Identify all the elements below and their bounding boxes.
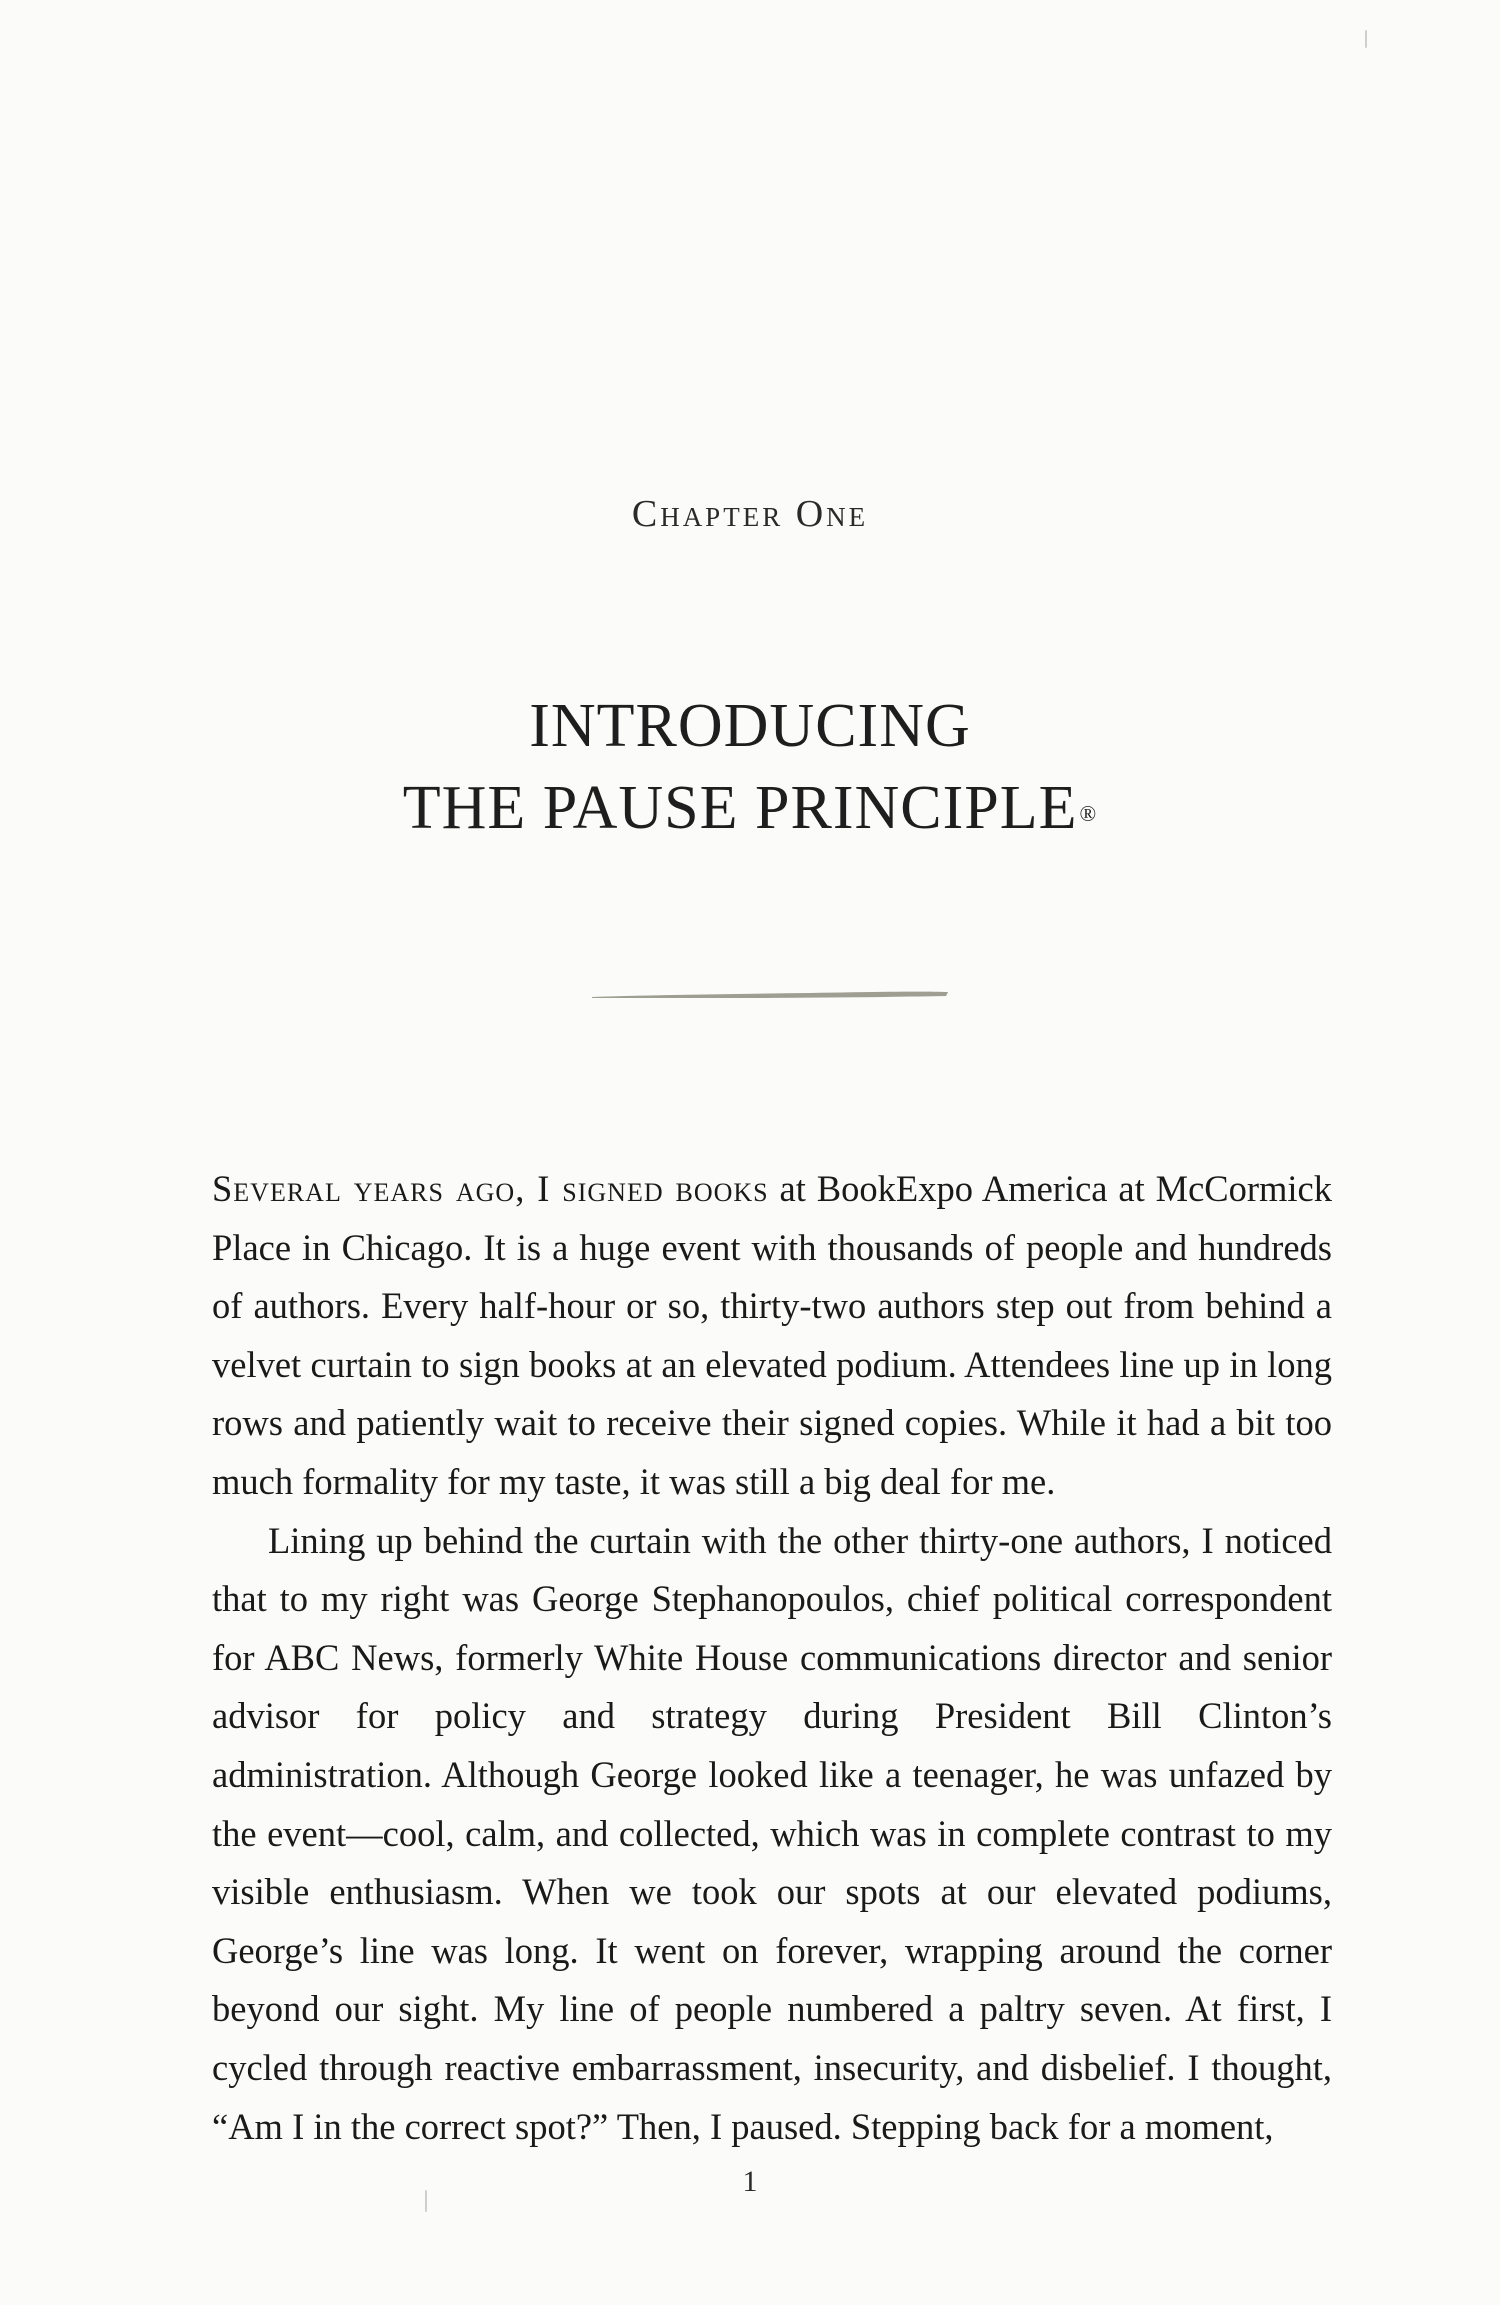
registered-mark: ® xyxy=(1079,801,1098,826)
chapter-title-line-2-text: THE PAUSE PRINCIPLE xyxy=(402,774,1078,842)
chapter-label: Chapter One xyxy=(631,493,869,535)
paragraph-2: Lining up behind the curtain with the other thirty-one authors, I noticed that to my right was George Stephanopoulos, chief political correspondent for ABC News, formerly White House communications director and senior advisor for policy and strategy during President Bill Clinton’s administration. Although George looked like a teenager, he was unfazed by the event—cool, calm, and collected, which was in complete contrast to my visible enthusiasm. When we took our spots at our elevated podiums, George’s line was long. It went on forever, wrapping around the corner beyond our sight. My line of people numbered a paltry seven. At first, I cycled through reactive embarrassment, insecurity, and disbelief. I thought, “Am I in the correct spot?” Then, I paused. Stepping back for a moment, xyxy=(212,1519,1332,2147)
brush-stroke-divider-icon xyxy=(590,988,950,1002)
paragraph-1-text: at BookExpo America at McCormick Place in Chicago. It is a huge event with thousands of people and hundreds of authors. Every half-hour or so, thirty-two authors step out from behind a velvet curtain to sign books at an elevated podium. Attendees line up in long rows and patiently wait to receive their signed copies. While it had a bit too much formality for my taste, it was still a big deal for me. xyxy=(212,1168,1332,1502)
chapter-title-line-1: INTRODUCING xyxy=(529,692,971,760)
scan-speck xyxy=(1365,30,1367,48)
scan-speck xyxy=(425,2190,427,2212)
chapter-title-line-2 xyxy=(0,767,1500,849)
paragraph-1 xyxy=(212,1160,1332,1512)
page-number: 1 xyxy=(742,2165,758,2198)
chapter-title xyxy=(0,685,1500,849)
body-text xyxy=(212,1160,1332,2156)
paragraph-1-lead: Several years ago, I signed books xyxy=(212,1168,769,1209)
